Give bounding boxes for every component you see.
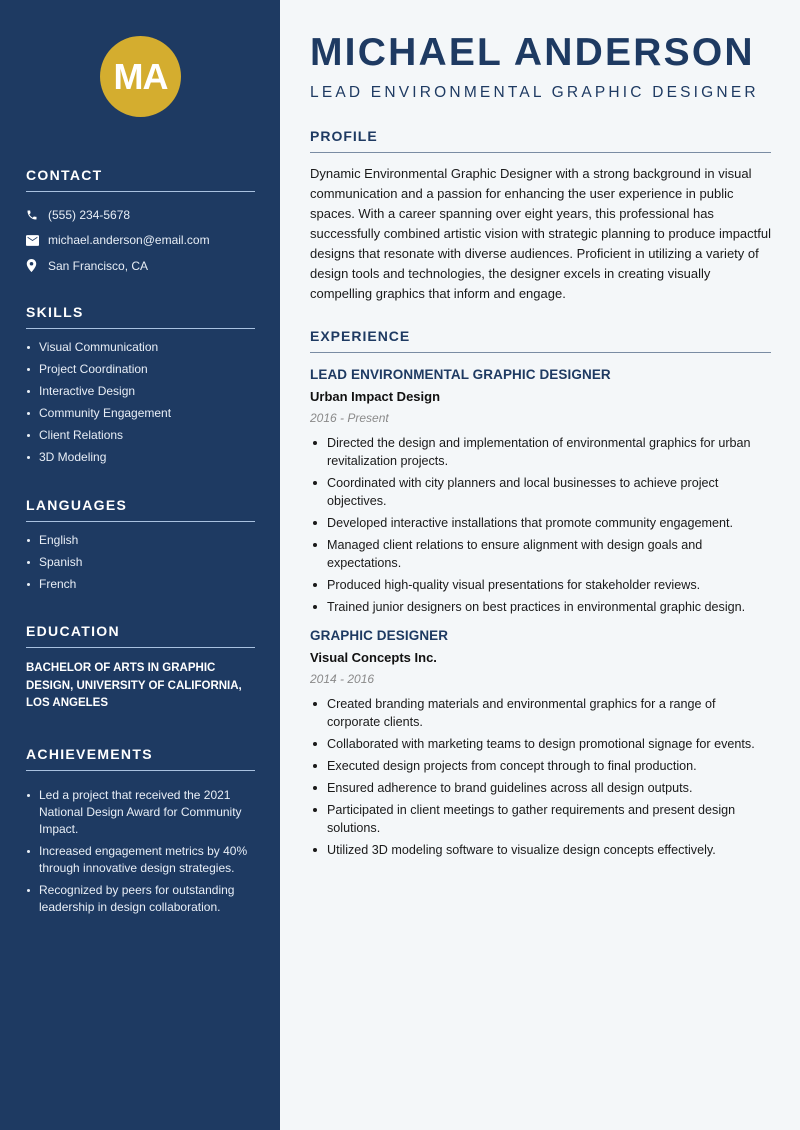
skill-item: 3D Modeling <box>26 449 255 466</box>
achievements-list <box>26 787 255 916</box>
experience-heading: EXPERIENCE <box>310 328 771 353</box>
languages-section <box>26 497 255 598</box>
language-item: English <box>26 532 255 549</box>
contact-location <box>26 253 255 279</box>
languages-list <box>26 532 255 593</box>
phone-icon <box>26 209 48 221</box>
job-company: Visual Concepts Inc. <box>310 650 437 665</box>
language-item: French <box>26 576 255 593</box>
job-bullet: Collaborated with marketing teams to design promotional signage for events. <box>310 735 771 753</box>
job-entry <box>310 628 771 859</box>
skill-item: Community Engagement <box>26 405 255 422</box>
avatar <box>100 36 181 117</box>
achievement-item: Recognized by peers for outstanding leadership in design collaboration. <box>26 882 255 916</box>
job-bullet: Directed the design and implementation of environmental graphics for urban revitalization projects. <box>310 434 771 470</box>
education-degree: BACHELOR OF ARTS IN GRAPHIC DESIGN, UNIVERSITY OF CALIFORNIA, LOS ANGELES <box>26 662 242 709</box>
phone-text: (555) 234-5678 <box>48 207 131 222</box>
job-title: LEAD ENVIRONMENTAL GRAPHIC DESIGNER <box>310 367 611 382</box>
job-bullet: Created branding materials and environmental graphics for a range of corporate clients. <box>310 695 771 731</box>
job-dates: 2014 - 2016 <box>310 672 375 686</box>
skills-section <box>26 304 255 471</box>
achievements-heading: ACHIEVEMENTS <box>26 746 255 771</box>
job-title: GRAPHIC DESIGNER <box>310 628 449 643</box>
contact-email <box>26 228 255 254</box>
skill-item: Visual Communication <box>26 339 255 356</box>
language-item: Spanish <box>26 554 255 571</box>
profile-heading: PROFILE <box>310 128 771 153</box>
skill-item: Interactive Design <box>26 383 255 400</box>
achievement-item: Increased engagement metrics by 40% through innovative design strategies. <box>26 843 255 877</box>
location-pin-icon <box>26 259 48 272</box>
job-bullets <box>310 434 771 616</box>
achievements-section <box>26 746 255 921</box>
job-dates: 2016 - Present <box>310 411 389 425</box>
email-text: michael.anderson@email.com <box>48 233 210 248</box>
education-section <box>26 623 255 713</box>
skills-list <box>26 339 255 466</box>
profile-section <box>310 128 771 304</box>
job-bullet: Produced high-quality visual presentations for stakeholder reviews. <box>310 576 771 594</box>
location-text: San Francisco, CA <box>48 258 149 273</box>
sidebar <box>0 0 280 1130</box>
skills-heading: SKILLS <box>26 304 255 329</box>
languages-heading: LANGUAGES <box>26 497 255 522</box>
job-bullet: Ensured adherence to brand guidelines across all design outputs. <box>310 779 771 797</box>
skill-item: Client Relations <box>26 427 255 444</box>
job-bullet: Managed client relations to ensure alignment with design goals and expectations. <box>310 536 771 572</box>
job-bullet: Developed interactive installations that promote community engagement. <box>310 514 771 532</box>
job-bullet: Utilized 3D modeling software to visualize design concepts effectively. <box>310 841 771 859</box>
education-heading: EDUCATION <box>26 623 255 648</box>
profile-text: Dynamic Environmental Graphic Designer with a strong background in visual communication and a passion for enhancing the user experience in public spaces. With a career spanning over eight years, this professional has successfully combined artistic vision with strategic planning to produce impactful designs that resonate with diverse audiences. Proficient in utilizing a variety of design tools and technologies, the designer excels in creating visually compelling graphics that inform and engage. <box>310 166 771 301</box>
contact-phone <box>26 202 255 228</box>
avatar-initials: MA <box>113 55 168 97</box>
job-bullet: Coordinated with city planners and local businesses to achieve project objectives. <box>310 474 771 510</box>
job-company: Urban Impact Design <box>310 389 441 404</box>
contact-section <box>26 167 255 279</box>
job-entry <box>310 367 771 616</box>
contact-heading: CONTACT <box>26 167 255 192</box>
candidate-name: MICHAEL ANDERSON <box>310 31 755 74</box>
job-bullet: Trained junior designers on best practices in environmental graphic design. <box>310 598 771 616</box>
candidate-role: LEAD ENVIRONMENTAL GRAPHIC DESIGNER <box>310 84 759 101</box>
achievement-item: Led a project that received the 2021 National Design Award for Community Impact. <box>26 787 255 838</box>
email-icon <box>26 235 48 246</box>
job-bullets <box>310 695 771 859</box>
skill-item: Project Coordination <box>26 361 255 378</box>
experience-section <box>310 328 771 863</box>
job-bullet: Executed design projects from concept through to final production. <box>310 757 771 775</box>
job-bullet: Participated in client meetings to gather requirements and present design solutions. <box>310 801 771 837</box>
